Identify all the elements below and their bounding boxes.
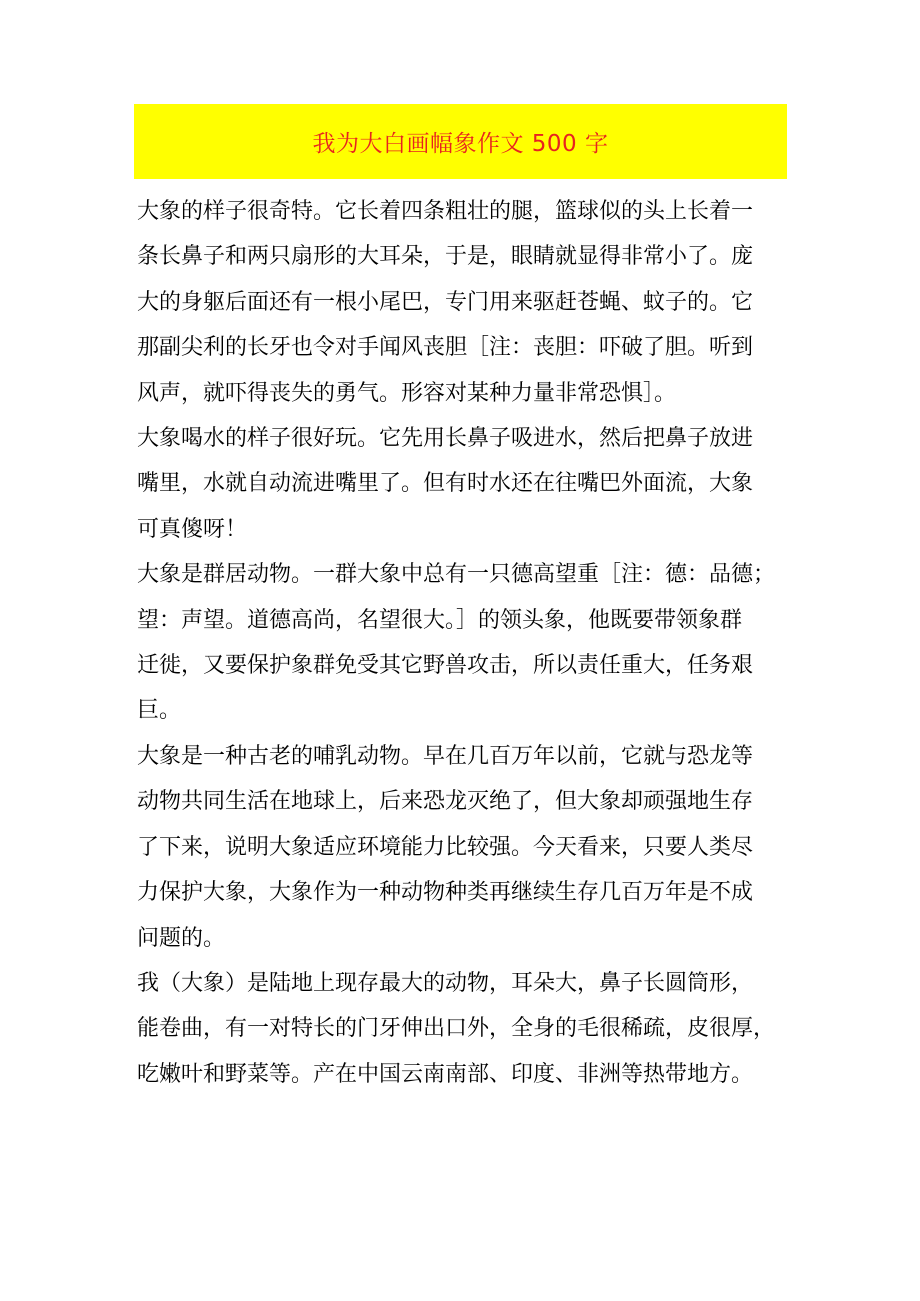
text-line: 大的身躯后面还有一根小尾巴，专门用来驱赶苍蝇、蚊子的。它: [137, 289, 754, 315]
text-line: 大象喝水的样子很好玩。它先用长鼻子吸进水，然后把鼻子放进: [137, 426, 754, 452]
text-line: 巨。: [137, 698, 182, 724]
text-line: 望：声望。道德高尚，名望很大。］的领头象，他既要带领象群: [137, 607, 743, 633]
paragraph-history: [137, 734, 797, 961]
paragraph-appearance: [137, 189, 797, 416]
paragraph-herd: [137, 552, 797, 734]
document-body: [137, 189, 797, 1097]
text-line: 嘴里，水就自动流进嘴里了。但有时水还在往嘴巴外面流，大象: [137, 471, 754, 497]
text-line: 迁徙，又要保护象群免受其它野兽攻击，所以责任重大，任务艰: [137, 653, 754, 679]
text-line: 大象的样子很奇特。它长着四条粗壮的腿，篮球似的头上长着一: [137, 199, 754, 224]
text-line: 能卷曲，有一对特长的门牙伸出口外，全身的毛很稀疏，皮很厚，: [137, 1016, 776, 1042]
text-line: 那副尖利的长牙也令对手闻风丧胆［注：丧胆：吓破了胆。听到: [137, 335, 754, 361]
text-line: 了下来，说明大象适应环境能力比较强。今天看来，只要人类尽: [137, 834, 754, 860]
text-line: 条长鼻子和两只扇形的大耳朵，于是，眼睛就显得非常小了。庞: [137, 244, 754, 270]
text-line: 我（大象）是陆地上现存最大的动物，耳朵大，鼻子长圆筒形，: [137, 970, 754, 996]
paragraph-drinking: [137, 416, 797, 552]
text-line: 大象是一种古老的哺乳动物。早在几百万年以前，它就与恐龙等: [137, 743, 754, 769]
text-line: 动物共同生活在地球上，后来恐龙灭绝了，但大象却顽强地生存: [137, 789, 754, 815]
text-line: 力保护大象，大象作为一种动物种类再继续生存几百万年是不成: [137, 880, 754, 906]
text-line: 吃嫩叶和野菜等。产在中国云南南部、印度、非洲等热带地方。: [137, 1061, 754, 1087]
paragraph-description: [137, 961, 797, 1097]
text-line: 可真傻呀！: [137, 516, 248, 542]
text-line: 问题的。: [137, 925, 226, 951]
title-banner: [134, 104, 787, 179]
document-title: 我为大白画幅象作文 500 字: [312, 131, 609, 157]
text-line: 风声，就吓得丧失的勇气。形容对某种力量非常恐惧］。: [137, 380, 677, 406]
text-line: 大象是群居动物。一群大象中总有一只德高望重［注：德：品德；: [137, 562, 776, 588]
